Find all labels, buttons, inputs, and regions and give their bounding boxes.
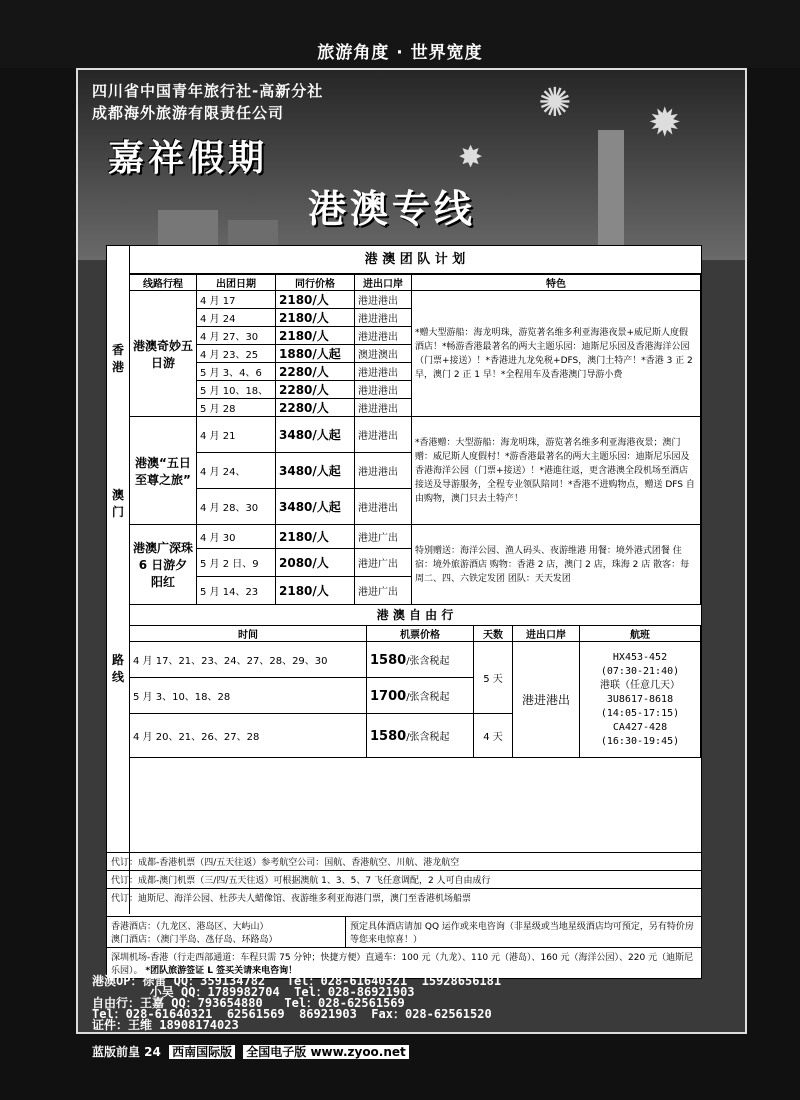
flight-line: HX453-452	[612, 651, 668, 663]
free-table	[129, 625, 701, 758]
group-table	[129, 274, 701, 605]
table-cell: 4 月 27、30	[197, 327, 276, 345]
footer-page: 蓝版前皇 24	[92, 1045, 161, 1059]
hotel-mo: 澳门酒店：（澳门半岛、氹仔岛、环路岛）	[111, 935, 278, 945]
firework-icon: ✺	[538, 80, 572, 126]
note-line: 代订：成都-香港机票（四/五天往返）参考航空公司：国航、香港航空、川航、港龙航空	[107, 852, 701, 870]
table-cell: 2180/人	[276, 291, 355, 309]
table-cell: 港进港出	[355, 399, 412, 417]
table-cell: 5 月 14、23	[197, 577, 276, 605]
price-unit: /张含税起	[406, 691, 450, 703]
table-cell: 2280/人	[276, 399, 355, 417]
table-cell: 港进港出	[355, 417, 412, 453]
table-cell: 5 月 2 日、9	[197, 549, 276, 577]
visa-note: *团队旅游签证 L 签买关请来电咨询！	[145, 966, 298, 976]
table-cell: 5 月 10、18、	[197, 381, 276, 399]
table-cell: 2180/人	[276, 525, 355, 549]
table-cell: 港进广出	[355, 577, 412, 605]
contact-line: 小吴 QQ：1789982704 Tel：028-86921903	[92, 985, 415, 999]
plan-table-wrap	[129, 246, 701, 758]
ad-frame	[76, 68, 747, 1034]
col-port: 进出口岸	[355, 275, 412, 291]
hotel-note: 预定具体酒店请加 QQ 运作或来电咨询（非星级或当地星级酒店均可预定，另有特价房等您来电惊喜！）	[350, 922, 694, 945]
brand-title: 嘉祥假期	[108, 138, 269, 179]
table-cell: 2280/人	[276, 363, 355, 381]
col-port: 进出口岸	[513, 626, 580, 642]
price-value: 1580	[370, 728, 407, 744]
side-label-route: 路线	[111, 653, 124, 684]
route-name: 港澳奇妙五日游	[130, 291, 197, 417]
table-cell: 澳进澳出	[355, 345, 412, 363]
table-cell: 港进港出	[355, 381, 412, 399]
footer-edition: 西南国际版	[169, 1045, 235, 1059]
table-cell: 2180/人	[276, 327, 355, 345]
table-cell: 4 月 20、21、26、27、28	[130, 714, 367, 758]
table-cell: 4 天	[474, 714, 513, 758]
table-cell: 1880/人起	[276, 345, 355, 363]
agency-name-2: 成都海外旅游有限责任公司	[92, 104, 285, 122]
free-port: 港进港出	[513, 642, 580, 758]
table-cell: 3480/人起	[276, 453, 355, 489]
itinerary-sheet	[106, 245, 702, 917]
price-value: 1580	[370, 652, 407, 668]
table-cell: 2280/人	[276, 381, 355, 399]
table-cell: 4 月 23、25	[197, 345, 276, 363]
col-days: 天数	[474, 626, 513, 642]
table-cell: 2180/人	[276, 577, 355, 605]
table-cell: 4 月 17	[197, 291, 276, 309]
table-cell: 4 月 17、21、23、24、27、28、29、30	[130, 642, 367, 678]
flight-line: CA427-428	[612, 721, 668, 733]
hero-banner	[78, 70, 745, 260]
flight-line: 港联（任意几天）	[600, 679, 680, 691]
skyscraper-shape	[598, 130, 624, 260]
table-cell: 5 月 3、4、6	[197, 363, 276, 381]
feature-text: *香港赠：大型游船：海龙明珠，游览著名维多利亚海港夜景；澳门赠：威尼斯人度假村！*游香港最著名的两大主题乐园：迪斯尼乐园及香港海洋公园（门票+接送）！*港進往返，更含港澳全段机场至酒店接送及导游服务，全程专业领队陪同！*香港不进购物点，赠送 DFS 自由购物，澳门只去土特产！	[412, 417, 701, 525]
magazine-slogan: 旅游角度 · 世界宽度	[317, 43, 483, 63]
group-title: 港 澳 团 队 计 划	[129, 246, 701, 274]
feature-text: 特别赠送：海洋公园、渔人码头、夜游维港 用餐：境外港式团餐 住宿：境外旅游酒店 购物：香港 2 店，澳门 2 店，珠海 2 店 散客：每周二、四、六铁定发团 团队：天天发团	[412, 525, 701, 605]
notes	[107, 852, 701, 906]
table-cell: 5 天	[474, 642, 513, 714]
agency-name-1: 四川省中国青年旅行社-高新分社	[92, 82, 324, 100]
firework-icon: ✹	[648, 100, 682, 146]
flight-line: (14:05-17:15)	[600, 707, 680, 719]
table-cell: 港进广出	[355, 525, 412, 549]
table-cell: 4 月 28、30	[197, 489, 276, 525]
side-labels	[107, 246, 130, 914]
price-value: 1700	[370, 688, 407, 704]
col-flight: 航班	[580, 626, 701, 642]
col-route: 线路行程	[130, 275, 197, 291]
side-label-hk: 香港	[111, 343, 124, 374]
shenzhen-text: 深圳机场-香港（行走西部通道：车程只需 75 分钟；快捷方便）直通车：100 元（九龙）、110 元（港岛）、160 元（海洋公园）、220 元（迪斯尼乐园）。	[111, 953, 694, 976]
firework-icon: ✸	[458, 140, 484, 175]
table-cell: 港进港出	[355, 291, 412, 309]
hotel-hk: 香港酒店：（九龙区、港岛区、大屿山）	[111, 922, 269, 932]
table-cell: 5 月 3、10、18、28	[130, 678, 367, 714]
contact-list	[92, 976, 732, 1031]
flight-line: (16:30-19:45)	[600, 735, 680, 747]
table-cell: 港进港出	[355, 363, 412, 381]
contact-line: 自由行：王嘉 QQ：793654880 Tel：028-62561569	[92, 996, 405, 1010]
table-cell: 港进广出	[355, 549, 412, 577]
footer-website: 全国电子版 www.zyoo.net	[243, 1045, 409, 1059]
contact-line: 证件：王维 18908174023	[92, 1018, 239, 1032]
table-cell: 3480/人起	[276, 417, 355, 453]
feature-text: *赠大型游船：海龙明珠，游览著名维多利亚海港夜景+威尼斯人度假酒店！*畅游香港最著名的两大主题乐园：迪斯尼乐园及香港海洋公园（门票+接送）！*香港进九龙免税+DFS，澳门土特产！*香港 3 正 2 早，澳门 2 正 1 早！*全程用车及香港澳门导游小费	[412, 291, 701, 417]
table-cell: 港进港出	[355, 327, 412, 345]
route-name: 港澳广深珠 6 日游夕阳红	[130, 525, 197, 605]
side-label-mo: 澳门	[111, 488, 124, 519]
col-date: 出团日期	[197, 275, 276, 291]
col-feature: 特色	[412, 275, 701, 291]
table-cell: 4 月 24	[197, 309, 276, 327]
table-cell: 4 月 24、	[197, 453, 276, 489]
col-ticket: 机票价格	[367, 626, 474, 642]
note-line: 代订：成都-澳门机票（三/四/五天往返）可根据澳航 1、3、5、7 飞任意调配，2 人可自由成行	[107, 870, 701, 888]
col-time: 时间	[130, 626, 367, 642]
top-banner	[0, 0, 800, 68]
contact-line: Tel：028-61640321 62561569 86921903 Fax：028-62561520	[92, 1007, 492, 1021]
table-cell: 4 月 30	[197, 525, 276, 549]
flight-line: (07:30-21:40)	[600, 665, 680, 677]
table-cell: 5 月 28	[197, 399, 276, 417]
table-cell: 港进港出	[355, 489, 412, 525]
table-cell: 2180/人	[276, 309, 355, 327]
note-line: 代订：迪斯尼、海洋公园、杜莎夫人蜡像馆、夜游维多利亚海港门票，澳门至香港机场船票	[107, 888, 701, 906]
brand-subtitle: 港澳专线	[308, 187, 477, 231]
price-unit: /张含税起	[406, 731, 450, 743]
flight-line: 3U8617-8618	[606, 693, 674, 705]
free-title: 港 澳 自 由 行	[376, 608, 454, 622]
price-unit: /张含税起	[406, 655, 450, 667]
table-cell: 港进港出	[355, 453, 412, 489]
footer	[92, 1043, 409, 1060]
flight-list	[580, 642, 701, 758]
table-cell: 4 月 21	[197, 417, 276, 453]
table-cell: 2080/人	[276, 549, 355, 577]
route-name: 港澳“五日至尊之旅”	[130, 417, 197, 525]
table-cell: 3480/人起	[276, 489, 355, 525]
extra-info	[106, 916, 702, 979]
table-cell: 港进港出	[355, 309, 412, 327]
contact-line: 港澳OP：徐雷 QQ：359134782 Tel：028-61640321 15928656181	[92, 974, 502, 988]
col-price: 同行价格	[276, 275, 355, 291]
